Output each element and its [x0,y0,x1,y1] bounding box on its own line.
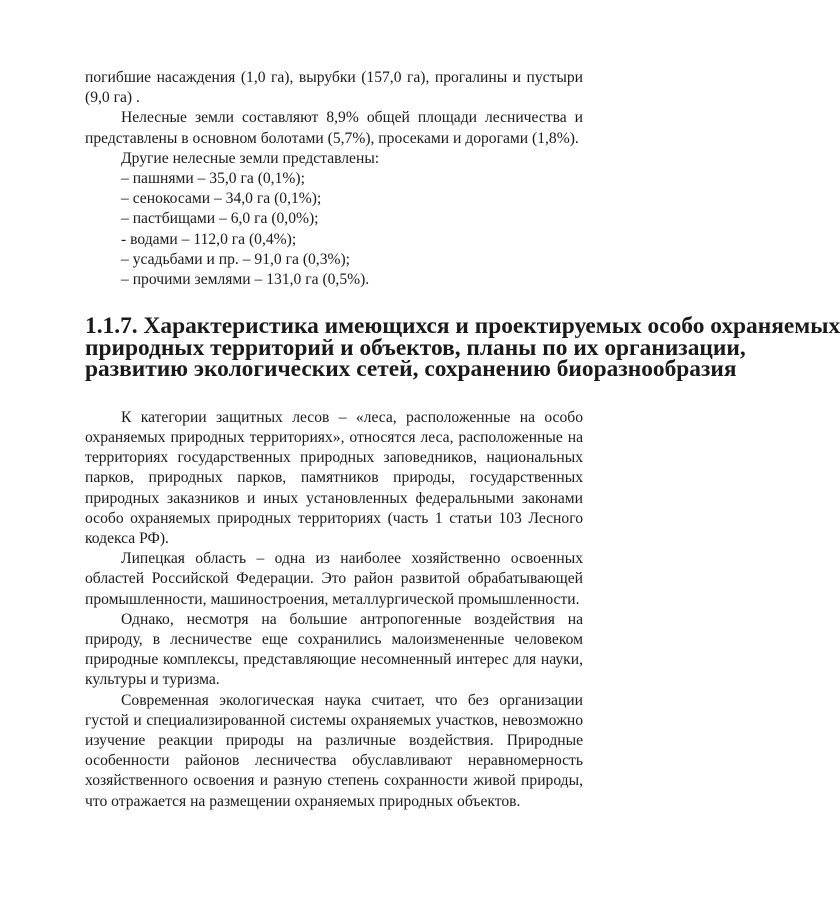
list-item: – сенокосами – 34,0 га (0,1%); [121,190,322,208]
list-item: – усадьбами и пр. – 91,0 га (0,3%); [121,250,351,268]
section-heading-line: природных территорий и объектов, планы по их организации, [85,334,746,361]
document-page [85,68,840,812]
section-heading-line: 1.1.7. Характеристика имеющихся и проектируемых особо охраняемых [85,313,840,340]
list-item: – пашнями – 35,0 га (0,1%); [121,170,305,188]
nonforest-paragraph: Нелесные земли составляют 8,9% общей площади лесничества и представлены в основном болотами (5,7%), просеками и дорогами (1,8%). [85,109,583,147]
list-item: – прочими землями – 131,0 га (0,5%). [121,271,370,289]
list-item: – пастбищами – 6,0 га (0,0%); [121,210,319,228]
intro-paragraph: погибшие насаждения (1,0 га), вырубки (157,0 га), прогалины и пустыри (9,0 га) . [85,69,583,107]
other-lands-intro: Другие нелесные земли представлены: [121,149,380,167]
other-lands-list [85,169,583,290]
body-paragraph: Современная экологическая наука считает, что без организации густой и специализированной системы охраняемых участков, невозможно изучение реакции природы на различные воздействия. Природные особенности районов лесничества обуславливают неравномерность хозяйственного освоения и разную степень сохранности живой природы, что отражается на размещении охраняемых природных объектов. [85,691,583,810]
section-heading-line: развитию экологических сетей, сохранению биоразнообразия [85,356,737,383]
body-paragraph: Липецкая область – одна из наиболее хозяйственно освоенных областей Российской Федерации. Это район развитой обрабатывающей промышленности, машиностроения, металлургической промышленности. [85,550,583,608]
body-paragraph: К категории защитных лесов – «леса, расположенные на особо охраняемых природных территориях», относятся леса, расположенные на территориях государственных природных заповедников, национальных парков, природных парков, памятников природы, государственных природных заказников и иных установленных федеральными законами особо охраняемых природных территориях (часть 1 статьи 103 Лесного кодекса РФ). [85,408,583,547]
body-paragraph: Однако, несмотря на большие антропогенные воздействия на природу, в лесничестве еще сохранились малоизмененные человеком природные комплексы, представляющие несомненный интерес для науки, культуры и туризма. [85,610,583,689]
section-heading [85,313,840,383]
list-item: - водами – 112,0 га (0,4%); [121,230,297,248]
